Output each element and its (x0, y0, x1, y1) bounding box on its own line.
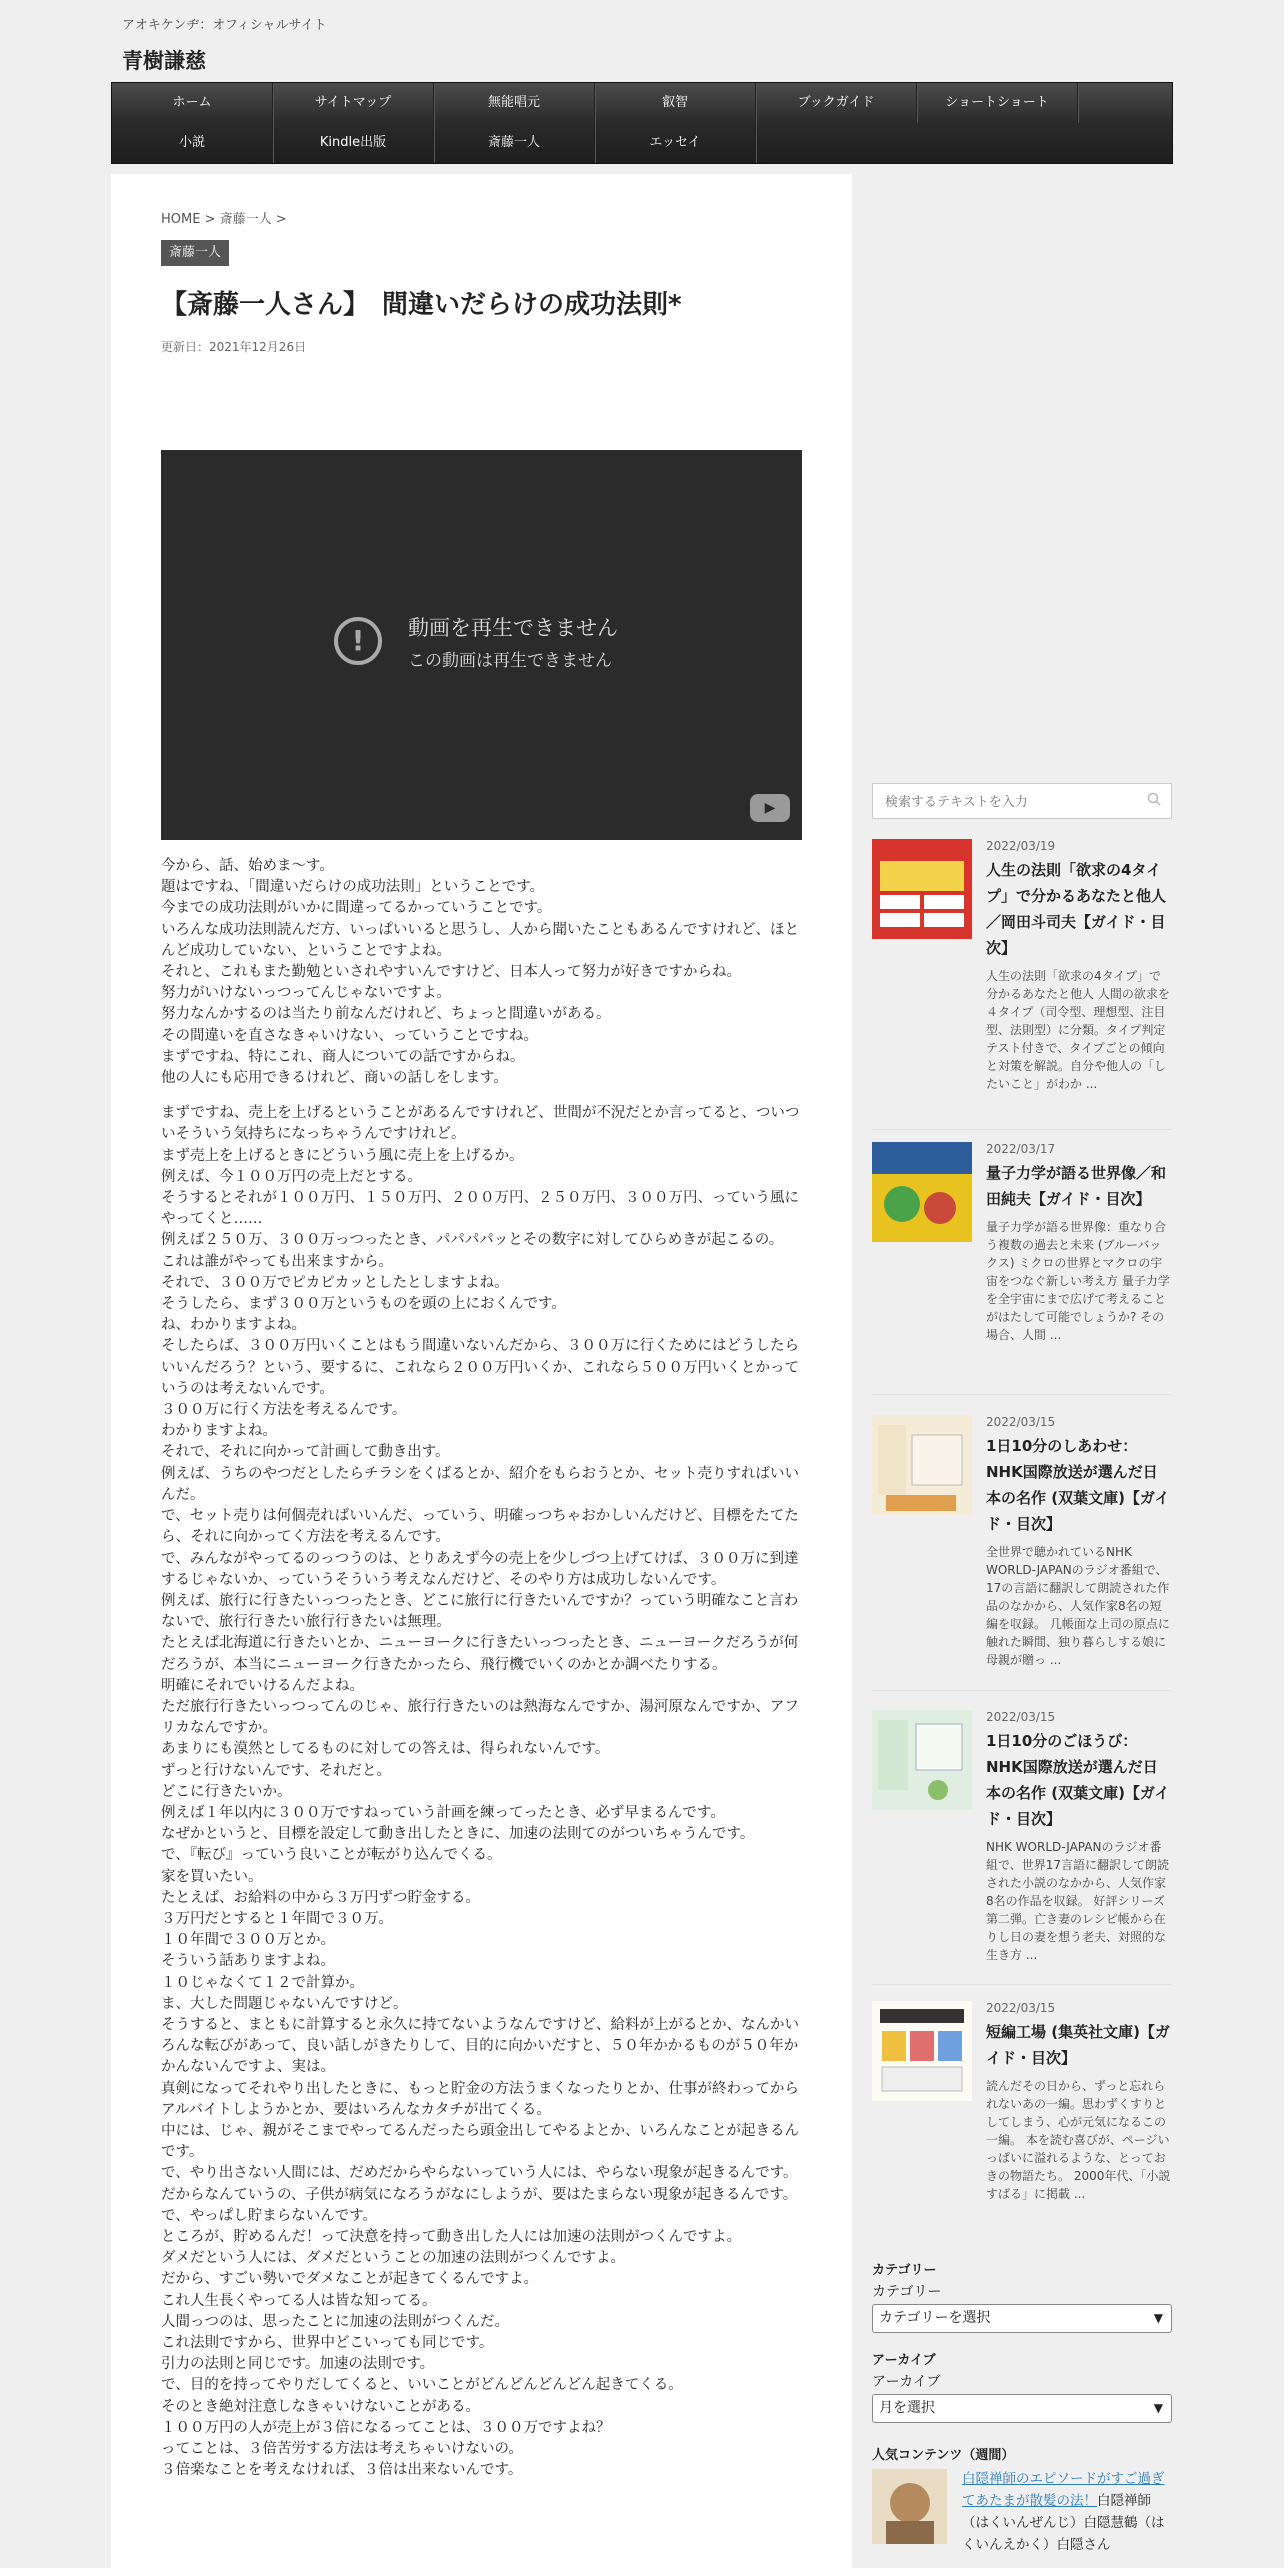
archive-widget-title: アーカイブ (872, 2353, 936, 2368)
article-line: ずっと行けないんです、それだと。 (161, 1762, 391, 1779)
article-paragraph (161, 856, 802, 1089)
article-line: 努力なんかするのは当たり前なんだけれど、ちょっと間違いがある。 (161, 1006, 611, 1023)
divider (872, 1690, 1172, 1691)
updated-date: 更新日：2021年12月26日 (161, 340, 307, 354)
main-content (111, 174, 852, 2568)
article-line: 今までの成功法則がいかに間違ってるかっていうことです。 (161, 900, 552, 917)
category-select[interactable] (872, 2304, 1172, 2333)
nav-item-eichi[interactable]: 叡智 (595, 83, 756, 123)
video-player[interactable] (161, 450, 802, 840)
article-line: 題はですね、「間違いだらけの成功法則」ということです。 (161, 879, 545, 896)
post-excerpt: 人生の法則「欲求の4タイプ」で分かるあなたと他人 人間の欲求を４タイプ（司令型、理想型、注目型、法則型）に分類。タイプ判定テスト付きで、タイプごとの傾向と対策を解説。自分や他人の「したいこと」がわか ... (986, 969, 1170, 1091)
article-body (161, 856, 802, 2495)
article-line: 他の人にも応用できるけれど、商いの話しをします。 (161, 1070, 508, 1087)
article-line: わかりますよね。 (161, 1423, 277, 1440)
search-box (872, 783, 1172, 819)
article-line: まずですね、売上を上げるということがあるんですけれど、世間が不況だとか言ってると、ついついそういう気持ちになっちゃうんですけれど。 (161, 1105, 800, 1143)
article-line: 例えば、今１００万円の売上だとする。 (161, 1168, 422, 1185)
popular-item (962, 2468, 1172, 2556)
article-line: ただ旅行行きたいっつってんのじゃ、旅行行きたいのは熱海なんですか、湯河原なんですか、アフリカなんですか。 (161, 1698, 799, 1737)
category-label: カテゴリー (872, 2284, 942, 2300)
article-line: これ法則ですから、世界中どこいっても同じです。 (161, 2335, 494, 2352)
popular-thumbnail[interactable] (872, 2469, 947, 2544)
article-line: １０年間で３００万とか。 (161, 1932, 335, 1949)
article-line: そうすると、まともに計算すると永久に持てないようなんですけど、給料が上がるとか、なんかいろんな転びがあって、良い話しがきたりして、目的に向かいだすと、５０年かかるものが５０年かかんないんですよ、実は。 (161, 2016, 799, 2076)
article-line: 例えば１年以内に３００万ですねっていう計画を練ってったとき、必ず早まるんです。 (161, 1804, 725, 1821)
article-line: まず売上を上げるときにどういう風に売上を上げるか。 (161, 1147, 524, 1164)
article-line: 中には、じゃ、親がそこまでやってるんだったら頭金出してやるよとか、いろんなことが起きるんです。 (161, 2122, 799, 2161)
post-title-link[interactable]: 1日10分のしあわせ：NHK国際放送が選んだ日本の名作 (双葉文庫)【ガイド・目次】 (986, 1437, 1170, 1533)
archive-label: アーカイブ (872, 2374, 941, 2390)
article-line: 真剣になってそれやり出したときに、もっと貯金の方法うまくなったりとか、仕事が終わってからアルバイトしようかとか、要はいろんなカタチが出てくる。 (161, 2080, 799, 2118)
nav-row-2 (112, 123, 1172, 163)
article-line: ところが、貯めるんだ！って決意を持って動き出した人には加速の法則がつくんですよ。 (161, 2229, 741, 2245)
post-excerpt: NHK WORLD-JAPANのラジオ番組で、世界17言語に翻訳して朗読された小説のなかから、人気作家8名の作品を収録。 好評シリーズ第二弾。亡き妻のレシピ帳から在りし日の妻を想う老夫、対照的な生き方 ... (986, 1840, 1170, 1962)
archive-select[interactable] (872, 2394, 1172, 2423)
nav-item-novel[interactable]: 小説 (112, 123, 273, 163)
article-line: 家を買いたい。 (161, 1868, 263, 1885)
article-line: で、みんながやってるのっつうのは、とりあえず今の売上を少しづつ上げてけば、３００万に到達するじゃないか、っていうそういう考えなんだけど、そのやり方は成功しないんです。 (161, 1550, 799, 1588)
article-line: 例えば、旅行に行きたいっつったとき、どこに旅行に行きたいんですか？っていう明確なこと言わないで、旅行行きたい旅行行きたいは無理。 (161, 1592, 799, 1631)
archive-select-value: 月を選択 (879, 2400, 935, 2416)
divider (872, 1129, 1172, 1130)
article-line: １０じゃなくて１２で計算か。 (161, 1974, 364, 1991)
article-line: 例えば２５０万、３００万っつったとき、パパパパッとその数字に対してひらめきが起こるの。 (161, 1232, 784, 1249)
article-line: そのとき絶対注意しなきゃいけないことがある。 (161, 2398, 480, 2415)
book-cover-thumbnail[interactable] (872, 1142, 972, 1242)
article-line: で、セット売りは何個売ればいいんだ、っていう、明確っつちゃおかしいんだけど、目標をたてたら、それに向かってく方法を考えるんです。 (161, 1508, 799, 1546)
article-line: その間違いを直さなきゃいけない、っていうことですね。 (161, 1027, 538, 1044)
nav-row-1 (112, 83, 1172, 123)
article-line: 人間っつのは、思ったことに加速の法則がつくんだ。 (161, 2313, 509, 2330)
article-line: そういう話ありますよね。 (161, 1953, 335, 1970)
nav-item-essay[interactable]: エッセイ (595, 123, 756, 163)
nav-item-home[interactable]: ホーム (112, 83, 273, 123)
article-line: で、やり出さない人間には、だめだからやらないっていう人には、やらない現象が起きるんです。 (161, 2165, 798, 2182)
post-date: 2022/03/19 (986, 839, 1056, 853)
site-header (122, 14, 327, 75)
article-line: これは誰がやっても出来ますから。 (161, 1253, 393, 1270)
article-line: １００万円の人が売上が３倍になるってことは、３００万ですよね？ (161, 2419, 611, 2436)
site-title[interactable]: 青樹謙慈 (122, 49, 206, 73)
article-line: 引力の法則と同じです。加速の法則です。 (161, 2356, 435, 2373)
article-line: ３倍楽なことを考えなければ、３倍は出来ないんです。 (161, 2462, 523, 2479)
post-title-link[interactable]: 1日10分のごほうび：NHK国際放送が選んだ日本の名作 (双葉文庫)【ガイド・目次】 (986, 1732, 1170, 1828)
post-date: 2022/03/15 (986, 1710, 1056, 1724)
popular-text: 白隠禅師（はくいんぜんじ）白隠慧鶴（はくいんえかく）白隠さん (962, 2493, 1165, 2553)
chevron-down-icon: ▼ (1153, 2311, 1163, 2325)
divider (872, 1394, 1172, 1395)
video-error-subtitle: この動画は再生できません (408, 651, 612, 671)
popular-link[interactable]: 白隠禅師のエピソードがすご過ぎてあたまが散髪の法！ (962, 2471, 1165, 2509)
global-nav (111, 82, 1173, 164)
article-line: 明確にそれでいけるんだよね。 (161, 1677, 364, 1694)
article-line: だから、すごい勢いでダメなことが起きてくるんですよ。 (161, 2271, 538, 2288)
chevron-down-icon: ▼ (1153, 2401, 1163, 2415)
article-line: だからなんていうの、子供が病気になろうがなにしようが、要はたまらない現象が起きるんです。で、やっぱし貯まらないんです。 (161, 2186, 798, 2224)
nav-item-munou-shougen[interactable]: 無能唱元 (434, 83, 595, 123)
article-line: で、目的を持ってやりだしてくると、いいことがどんどんどんどん起きてくる。 (161, 2377, 683, 2394)
search-input[interactable] (883, 785, 1137, 819)
article-line: 努力がいけないっつってんじゃないですよ。 (161, 985, 451, 1002)
article-line: どこに行きたいか。 (161, 1783, 292, 1800)
post-info (986, 1415, 1172, 1669)
article-line: なぜかというと、目標を設定して動き出したときに、加速の法則てのがついちゃうんです。 (161, 1826, 755, 1843)
nav-item-short-short[interactable]: ショートショート (917, 83, 1078, 123)
nav-item-kindle[interactable]: Kindle出版 (273, 123, 434, 163)
post-date: 2022/03/17 (986, 1142, 1056, 1156)
book-cover-thumbnail[interactable] (872, 2001, 972, 2101)
article-line: それと、これもまた勤勉といされやすいんですけど、日本人って努力が好きですからね。 (161, 964, 741, 981)
category-widget-title: カテゴリー (872, 2263, 937, 2278)
article-line: あまりにも漠然としてるものに対しての答えは、得られないんです。 (161, 1741, 610, 1758)
article-line: 例えば、うちのやつだとしたらチラシをくばるとか、紹介をもらおうとか、セット売りすればいいんだ。 (161, 1465, 799, 1503)
article-line: それで、３００万でピカピカッとしたとしますよね。 (161, 1274, 509, 1291)
post-date: 2022/03/15 (986, 1415, 1056, 1429)
article-line: 今から、話、始めま～す。 (161, 858, 334, 874)
nav-item-sitemap[interactable]: サイトマップ (273, 83, 434, 123)
article-line: ３万円だとすると１年間で３０万。 (161, 1910, 393, 1927)
article-line: まずですね、特にこれ、商人についての話ですからね。 (161, 1048, 525, 1065)
article-line: ってことは、３倍苦労する方法は考えちゃいけないの。 (161, 2441, 523, 2458)
category-select-value: カテゴリーを選択 (879, 2310, 991, 2326)
article-line: ダメだという人には、ダメだということの加速の法則がつくんですよ。 (161, 2250, 625, 2267)
site-tagline: アオキケンヂ：オフィシャルサイト (122, 18, 327, 33)
post-title-link[interactable]: 人生の法則「欲求の4タイプ」で分かるあなたと他人／岡田斗司夫【ガイド・目次】 (986, 861, 1167, 957)
post-title: 【斎藤一人さん】 間違いだらけの成功法則* (161, 290, 682, 320)
nav-item-saito-hitori[interactable]: 斎藤一人 (434, 123, 595, 163)
article-paragraph (161, 1103, 802, 2481)
youtube-icon[interactable]: ▶ (750, 794, 790, 822)
post-excerpt: 量子力学が語る世界像：重なり合う複数の過去と未来 (ブルーバックス) ミクロの世界とマクロの宇宙をつなぐ新しい考え方 量子力学を全宇宙にまで広げて考えることがはたして可能でしょうか? その場合、人間 ... (986, 1220, 1170, 1342)
article-line: そうするとそれが１００万円、１５０万円、２００万円、２５０万円、３００万円、っていう風にやってくと…… (161, 1190, 799, 1228)
video-error-title: 動画を再生できません (408, 616, 618, 640)
category-badge[interactable]: 斎藤一人 (161, 240, 229, 266)
post-info (986, 1142, 1172, 1344)
nav-item-book-guide[interactable]: ブックガイド (756, 83, 917, 123)
article-line: ３００万に行く方法を考えるんです。 (161, 1402, 407, 1419)
book-cover-thumbnail[interactable] (872, 1710, 972, 1810)
article-line: たとえば北海道に行きたいとか、ニューヨークに行きたいっつったとき、ニューヨークだろうが何だろうが、本当にニューヨーク行きたかったら、飛行機でいくのかとか調べたりする。 (161, 1635, 799, 1673)
post-info (986, 839, 1172, 1093)
post-title-link[interactable]: 短編工場 (集英社文庫)【ガイド・目次】 (986, 2023, 1170, 2067)
article-line: そしたらば、３００万円いくことはもう間違いないんだから、３００万に行くためにはどうしたらいいんだろう？という、要するに、これなら２００万円いくか、これなら５００万円いくとかっていうのは考えないんです。 (161, 1338, 799, 1397)
post-excerpt: 全世界で聴かれているNHK WORLD-JAPANのラジオ番組で、17の言語に翻訳して朗読された作品のなかから、人気作家8名の短編を収録。 几帳面な上司の原点に触れた瞬間、独り暮らしする娘に母親が贈っ ... (986, 1545, 1170, 1667)
article-line: それで、それに向かって計画して動き出す。 (161, 1444, 450, 1461)
post-info (986, 1710, 1172, 1964)
popular-widget-title: 人気コンテンツ（週間） (872, 2448, 1015, 2463)
article-line: そうしたら、まず３００万というものを頭の上におくんです。 (161, 1296, 566, 1313)
article-line: いろんな成功法則読んだ方、いっぱいいると思うし、人から聞いたこともあるんですけれど、ほとんど成功していない、ということですよね。 (161, 921, 799, 959)
post-title-link[interactable]: 量子力学が語る世界像／和田純夫【ガイド・目次】 (986, 1164, 1167, 1208)
divider (872, 1984, 1172, 1985)
error-icon: ! (334, 617, 382, 665)
search-icon[interactable] (1147, 792, 1161, 806)
article-line: ね、わかりますよね。 (161, 1317, 306, 1334)
post-excerpt: 読んだその日から、ずっと忘れられないあの一編。思わずくすりとしてしまう、心が元気になるこの一編。 本を読む喜びが、ページいっぱいに溢れるような、とっておきの物語たち。 2000年代、「小説すばる」に掲載 ... (986, 2079, 1171, 2201)
article-line: ま、大した問題じゃないんですけど。 (161, 1995, 408, 2012)
article-line: これ人生長くやってる人は皆な知ってる。 (161, 2292, 437, 2309)
breadcrumb[interactable]: HOME > 斎藤一人 > (161, 212, 287, 227)
article-line: で、『転び』っていう良いことが転がり込んでくる。 (161, 1847, 502, 1864)
post-date: 2022/03/15 (986, 2001, 1056, 2015)
book-cover-thumbnail[interactable] (872, 1415, 972, 1515)
article-line: たとえば、お給料の中から３万円ずつ貯金する。 (161, 1889, 480, 1906)
post-info (986, 2001, 1172, 2203)
book-cover-thumbnail[interactable] (872, 839, 972, 939)
